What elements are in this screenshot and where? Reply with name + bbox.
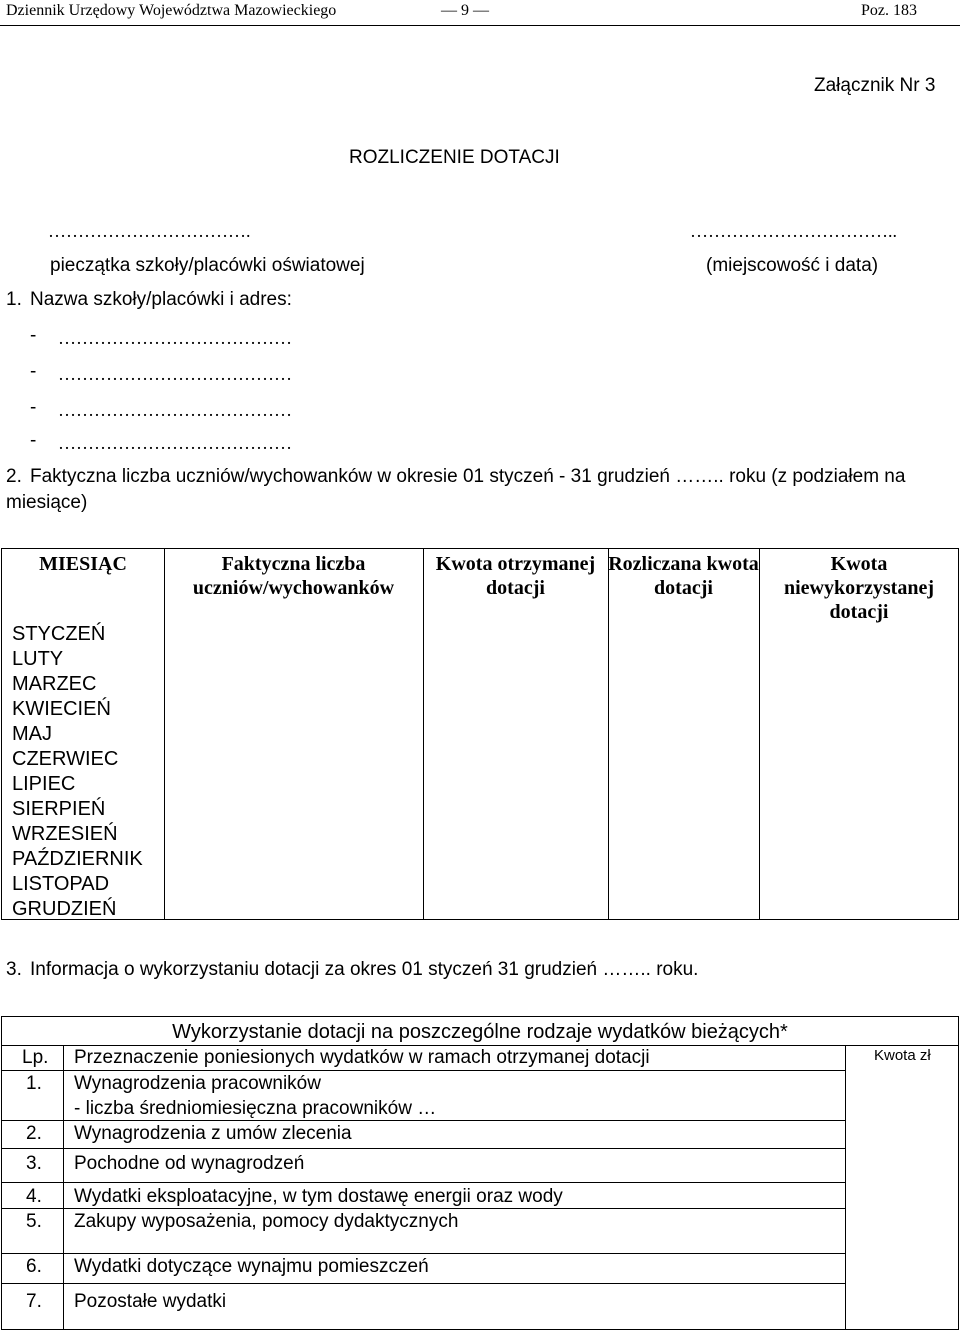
row-lp: 3. xyxy=(26,1153,42,1174)
column-divider xyxy=(608,549,609,919)
month-label: LISTOPAD xyxy=(12,873,110,895)
stamp-dots: ……………………………. xyxy=(48,221,251,241)
header-month: MIESIĄC xyxy=(39,553,127,575)
row-divider xyxy=(2,1283,845,1284)
row-divider xyxy=(2,1253,845,1254)
header-lp: Lp. xyxy=(22,1047,49,1068)
row-divider xyxy=(2,1045,958,1046)
expenses-table xyxy=(1,1016,959,1330)
address-dash: - xyxy=(30,397,37,418)
section3-text: Informacja o wykorzystaniu dotacji za okres 01 styczeń 31 grudzień …….. roku. xyxy=(30,959,699,980)
section3-number: 3. xyxy=(6,959,22,980)
row-purpose: Zakupy wyposażenia, pomocy dydaktycznych xyxy=(74,1211,459,1232)
place-date-dots: …………………………….. xyxy=(690,221,897,241)
section2-text-line2: miesiące) xyxy=(6,492,88,513)
month-label: MARZEC xyxy=(12,673,97,695)
address-dash: - xyxy=(30,325,37,346)
row-purpose: Pochodne od wynagrodzeń xyxy=(74,1153,305,1174)
row-divider xyxy=(2,1120,845,1121)
row-lp: 4. xyxy=(26,1186,42,1207)
row-divider xyxy=(2,1148,845,1149)
month-label: SIERPIEŃ xyxy=(12,798,106,820)
header-amount: Kwota zł xyxy=(874,1047,931,1064)
month-label: CZERWIEC xyxy=(12,748,119,770)
column-divider xyxy=(164,549,165,919)
month-label: GRUDZIEŃ xyxy=(12,898,117,920)
address-line: ………………………………… xyxy=(58,400,292,420)
month-label: LIPIEC xyxy=(12,773,76,795)
row-purpose: Wydatki dotyczące wynajmu pomieszczeń xyxy=(74,1256,429,1277)
row-purpose: Pozostałe wydatki xyxy=(74,1291,227,1312)
row-purpose: Wydatki eksploatacyjne, w tym dostawę energii oraz wody xyxy=(74,1186,563,1207)
month-label: KWIECIEŃ xyxy=(12,698,111,720)
section1-number: 1. xyxy=(6,289,22,310)
page-number: — 9 — xyxy=(441,2,489,19)
header-purpose: Przeznaczenie poniesionych wydatków w ramach otrzymanej dotacji xyxy=(74,1047,650,1068)
header-unused-amount: Kwota niewykorzystanej dotacji xyxy=(784,553,934,623)
column-divider xyxy=(63,1045,64,1329)
address-line: ………………………………… xyxy=(58,433,292,453)
row-purpose: Wynagrodzenia z umów zlecenia xyxy=(74,1123,352,1144)
row-purpose: Wynagrodzenia pracowników xyxy=(74,1073,321,1094)
monthly-students-table xyxy=(1,548,959,920)
section2-text-line1: Faktyczna liczba uczniów/wychowanków w okresie 01 styczeń - 31 grudzień …….. roku (z podziałem na xyxy=(30,466,906,487)
column-divider xyxy=(845,1045,846,1329)
address-dash: - xyxy=(30,361,37,382)
row-divider xyxy=(2,1070,845,1071)
header-rule xyxy=(0,25,960,26)
header-received-amount: Kwota otrzymanej dotacji xyxy=(435,553,596,599)
expenses-table-title: Wykorzystanie dotacji na poszczególne rodzaje wydatków bieżących* xyxy=(172,1021,788,1043)
row-lp: 2. xyxy=(26,1123,42,1144)
month-label: STYCZEŃ xyxy=(12,623,106,645)
row-divider xyxy=(2,1182,845,1183)
row-lp: 7. xyxy=(26,1291,42,1312)
document-title: ROZLICZENIE DOTACJI xyxy=(349,147,560,168)
month-label: PAŹDZIERNIK xyxy=(12,848,143,870)
address-dash: - xyxy=(30,430,37,451)
column-divider xyxy=(423,549,424,919)
header-student-count: Faktyczna liczba uczniów/wychowanków xyxy=(192,553,395,599)
address-line: ………………………………… xyxy=(58,364,292,384)
month-label: LUTY xyxy=(12,648,64,670)
row-lp: 1. xyxy=(26,1073,42,1094)
stamp-label: pieczątka szkoły/placówki oświatowej xyxy=(50,255,365,276)
row-lp: 6. xyxy=(26,1256,42,1277)
place-date-label: (miejscowość i data) xyxy=(706,255,879,276)
section2-number: 2. xyxy=(6,466,22,487)
annex-label: Załącznik Nr 3 xyxy=(814,75,936,96)
section1-heading: Nazwa szkoły/placówki i adres: xyxy=(30,289,292,310)
address-line: ………………………………… xyxy=(58,328,292,348)
row-divider xyxy=(2,1208,845,1209)
month-list xyxy=(12,622,143,922)
month-label: WRZESIEŃ xyxy=(12,823,118,845)
header-settled-amount: Rozliczana kwota dotacji xyxy=(608,553,759,599)
row-lp: 5. xyxy=(26,1211,42,1232)
month-label: MAJ xyxy=(12,723,52,745)
row-subline: - liczba średniomiesięczna pracowników … xyxy=(74,1098,437,1119)
position-number: Poz. 183 xyxy=(861,2,917,19)
journal-title: Dziennik Urzędowy Województwa Mazowieckiego xyxy=(6,2,337,19)
